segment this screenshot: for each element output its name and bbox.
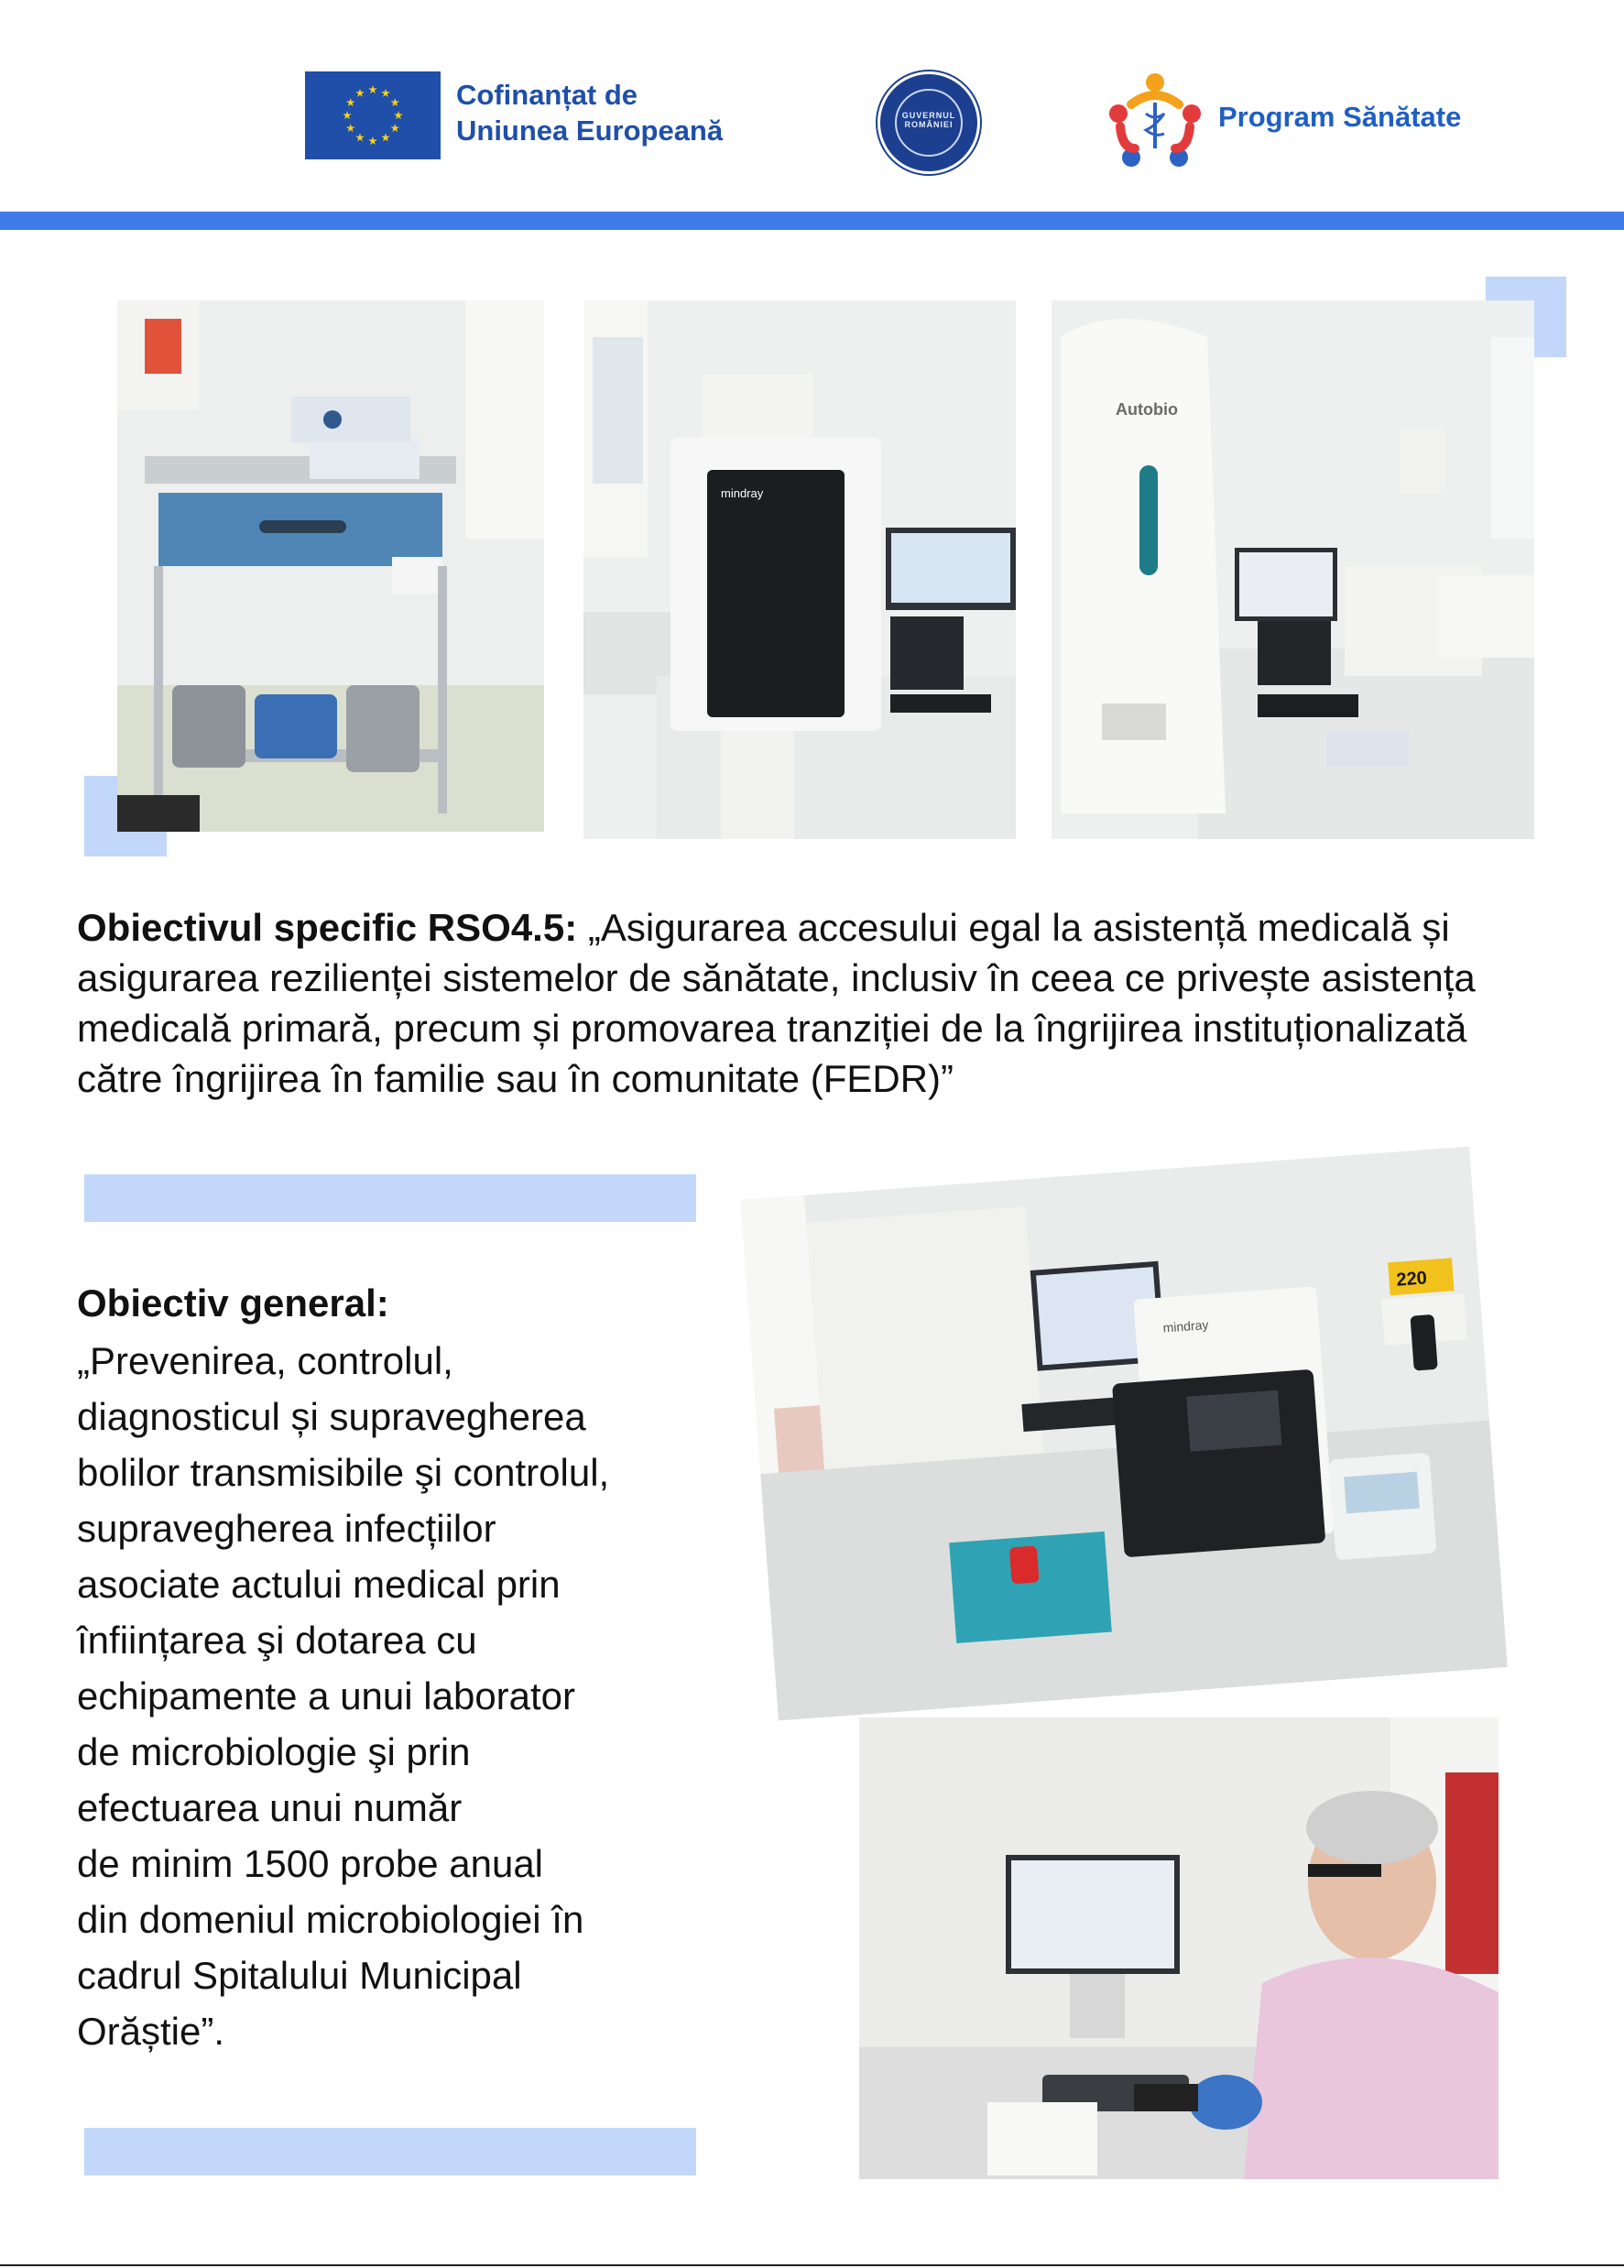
program-sanatate-logo [1104,70,1206,172]
eu-star-icon [381,89,390,98]
eu-cofinancing-label [456,77,768,148]
photo-technician-computer [859,1717,1499,2179]
eu-star-icon [368,85,377,94]
eu-star-icon [390,124,399,133]
mindray-bench-logo-text: mindray [1162,1316,1209,1336]
eu-text-line1: Cofinanțat de [456,79,638,111]
eu-star-icon [343,111,352,120]
photo-mindray-analyzer [583,300,1016,839]
bottom-border-line [0,2264,1624,2266]
specific-objective-text: „Asigurarea accesului egal la asistență medicală și asigurarea rezilienței sistemelor de sănătate, inclusiv în ceea ce privește asistența medicală primară, precum și promovarea tranziției de la îngrijirea instituționalizată către îngrijirea în familie sau în comunitate (FEDR)” [77,906,1476,1100]
eu-star-icon [368,136,377,146]
eu-star-icon [394,111,403,120]
general-objective-text: „Prevenirea, controlul, diagnosticul și supravegherea bolilor transmisibile şi controlul, supravegherea infecțiilor asociate actului medical prin înființarea şi dotarea cu echipamente a unui laborator de microbiologie şi prin efectuarea unui număr de minim 1500 probe anual din domeniul microbiologiei în cadrul Spitalului Municipal Orăștie”. [77,1339,610,2053]
specific-objective-paragraph [77,902,1561,1104]
romanian-government-seal-logo [877,71,980,174]
eu-star-icon [346,98,355,107]
eu-star-icon [381,133,390,142]
seal-text: GUVERNUL ROMÂNIEI [901,111,956,129]
eu-star-icon [346,124,355,133]
photo-mindray-bench [740,1147,1508,1721]
eu-star-icon [355,133,365,142]
eu-flag-logo [305,71,441,159]
general-objective-heading: Obiectiv general: [77,1281,389,1325]
eu-star-icon [355,89,365,98]
program-sanatate-label: Program Sănătate [1218,101,1462,133]
decorative-bar-middle [84,1174,696,1222]
specific-objective-lead: Obiectivul specific RSO4.5: [77,906,578,949]
eu-star-icon [390,98,399,107]
autobio-logo-text: Autobio [1116,400,1178,419]
mindray-logo-text: mindray [721,486,764,500]
photo-lab-cart-equipment [117,300,544,832]
eu-text-line2: Uniunea Europeană [456,114,724,147]
decorative-bar-bottom [84,2128,696,2175]
voltage-sign-text: 220 [1395,1268,1428,1291]
header-accent-bar [0,212,1624,230]
photo-autobio-analyzer [1052,300,1534,839]
